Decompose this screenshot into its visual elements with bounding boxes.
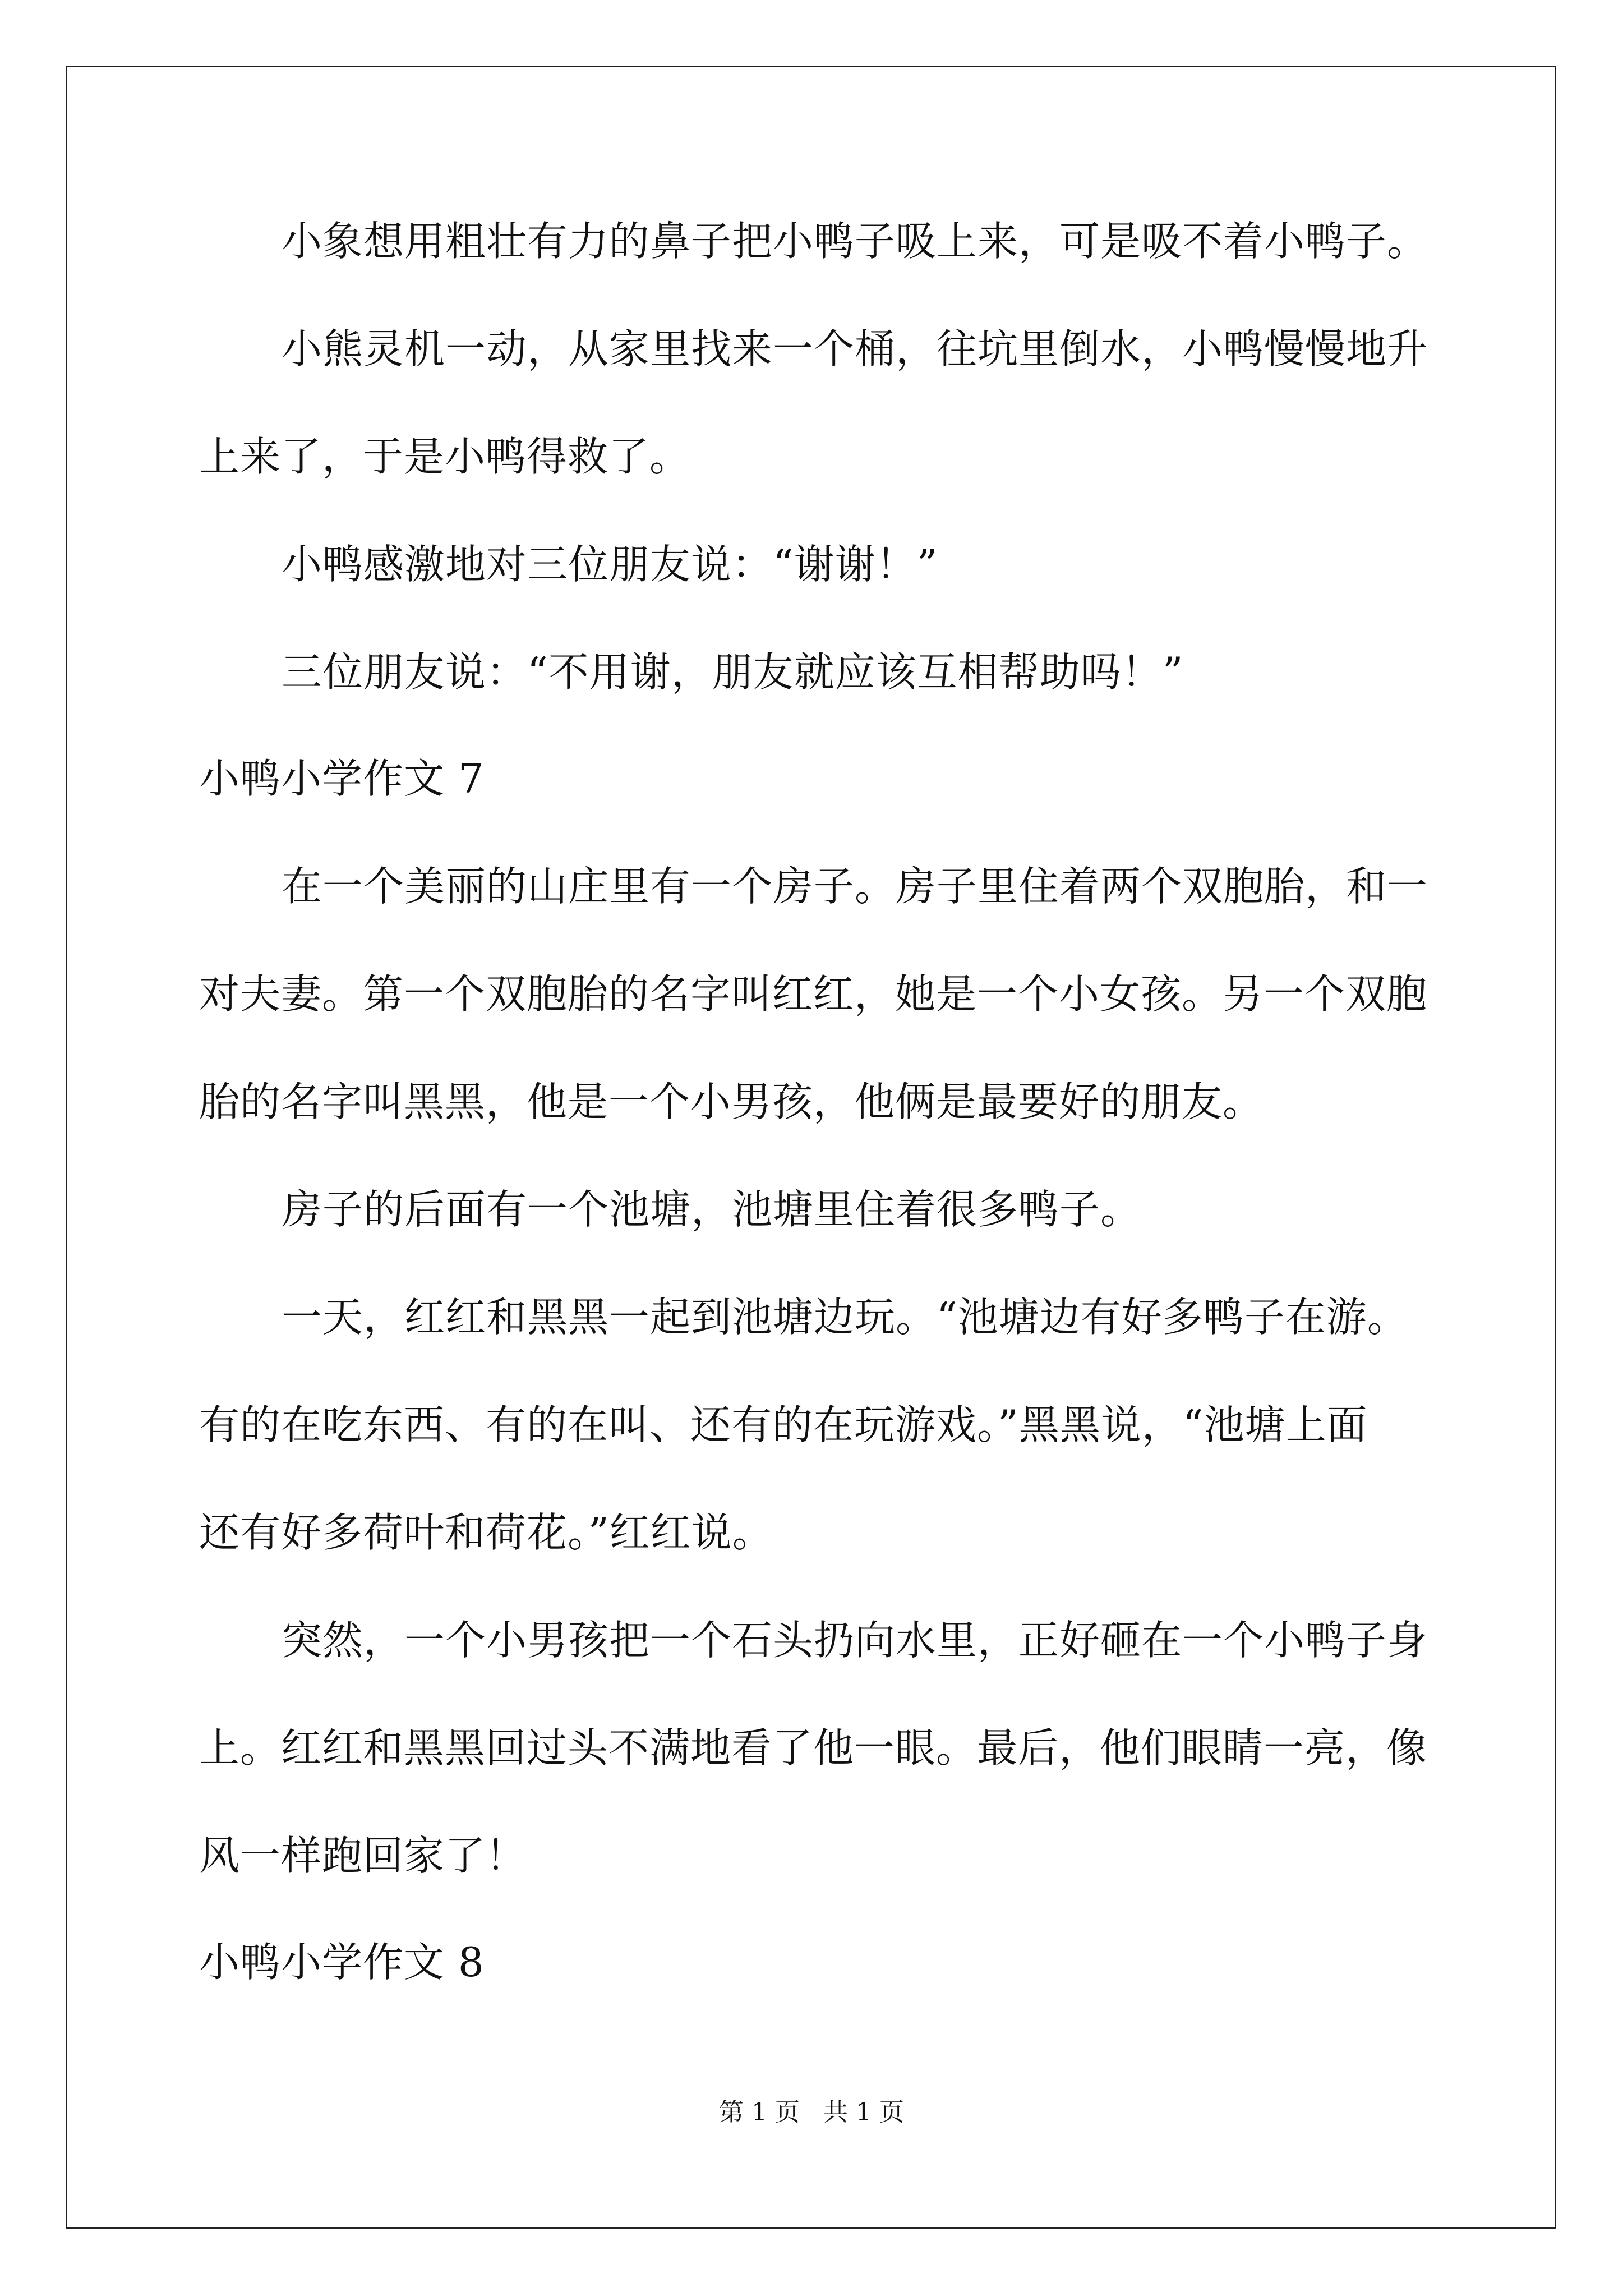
section-heading: 小鸭小学作文 8 xyxy=(199,1939,485,1986)
paragraph-line: 房子的后面有一个池塘，池塘里住着很多鸭子。 xyxy=(282,1186,1142,1233)
paragraph-line: 小象想用粗壮有力的鼻子把小鸭子吸上来，可是吸不着小鸭子。 xyxy=(282,218,1428,265)
paragraph-line: 在一个美丽的山庄里有一个房子。房子里住着两个双胞胎，和一 xyxy=(282,863,1428,910)
paragraph-line: 一天，红红和黑黑一起到池塘边玩。“池塘边有好多鸭子在游。 xyxy=(282,1294,1408,1341)
paragraph-line: 小熊灵机一动，从家里找来一个桶，往坑里倒水，小鸭慢慢地升 xyxy=(282,325,1428,372)
paragraph-line: 胎的名字叫黑黑，他是一个小男孩，他俩是最要好的朋友。 xyxy=(199,1078,1264,1125)
paragraph-line: 小鸭感激地对三位朋友说：“谢谢！” xyxy=(282,541,938,588)
paragraph-line: 还有好多荷叶和荷花。”红红说。 xyxy=(199,1509,773,1556)
paragraph-line: 三位朋友说：“不用谢，朋友就应该互相帮助吗！” xyxy=(282,648,1184,696)
paragraph-line: 有的在吃东西、有的在叫、还有的在玩游戏。”黑黑说，“池塘上面 xyxy=(199,1401,1368,1448)
section-heading: 小鸭小学作文 7 xyxy=(199,755,485,802)
paragraph-line: 风一样跑回家了！ xyxy=(199,1832,527,1879)
paragraph-line: 突然，一个小男孩把一个石头扔向水里，正好砸在一个小鸭子身 xyxy=(282,1617,1428,1664)
page-footer: 第 1 页 共 1 页 xyxy=(719,2098,904,2127)
paragraph-line: 上。红红和黑黑回过头不满地看了他一眼。最后，他们眼睛一亮，像 xyxy=(199,1724,1428,1772)
page-border xyxy=(66,66,1556,2229)
paragraph-line: 对夫妻。第一个双胞胎的名字叫红红，她是一个小女孩。另一个双胞 xyxy=(199,970,1428,1018)
paragraph-line: 上来了，于是小鸭得救了。 xyxy=(199,433,691,480)
